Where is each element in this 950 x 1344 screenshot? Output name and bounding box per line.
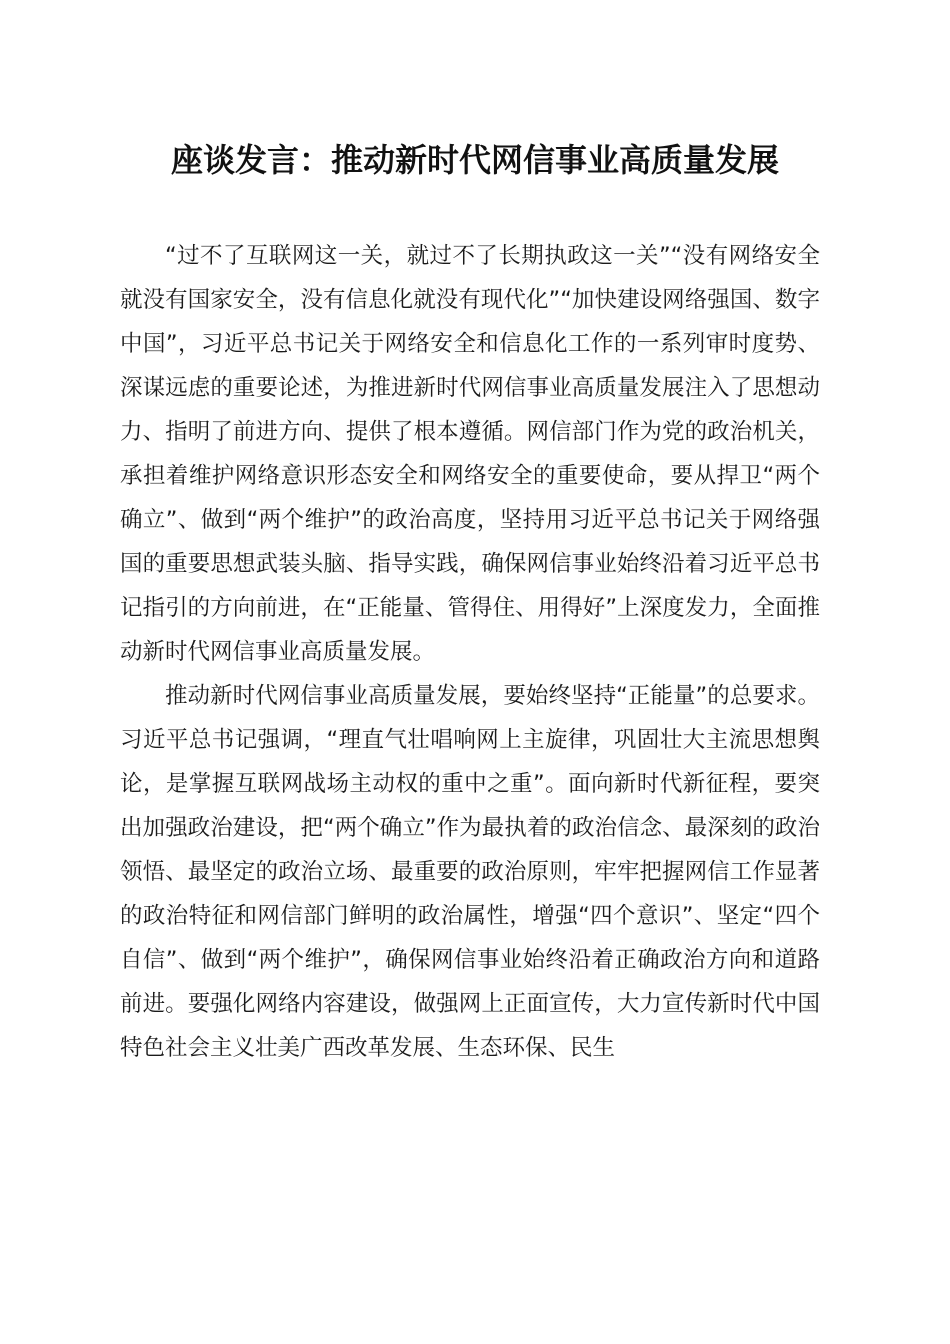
paragraph-2: 推动新时代网信事业高质量发展，要始终坚持“正能量”的总要求。习近平总书记强调，“理直气壮唱响网上主旋律，巩固壮大主流思想舆论，是掌握互联网战场主动权的重中之重”。面向新时代新征程，要突出加强政治建设，把“两个确立”作为最执着的政治信念、最深刻的政治领悟、最坚定的政治立场、最重要的政治原则，牢牢把握网信工作显著的政治特征和网信部门鲜明的政治属性，增强“四个意识”、坚定“四个自信”、做到“两个维护”，确保网信事业始终沿着正确政治方向和道路前进。要强化网络内容建设，做强网上正面宣传，大力宣传新时代中国特色社会主义壮美广西改革发展、生态环保、民生 (120, 683, 820, 1061)
document-title: 座谈发言：推动新时代网信事业高质量发展 (170, 141, 779, 179)
document-body (120, 234, 820, 1070)
paragraph-1: “过不了互联网这一关，就过不了长期执政这一关”“没有网络安全就没有国家安全，没有信息化就没有现代化”“加快建设网络强国、数字中国”，习近平总书记关于网络安全和信息化工作的一系列审时度势、深谋远虑的重要论述，为推进新时代网信事业高质量发展注入了思想动力、指明了前进方向、提供了根本遵循。网信部门作为党的政治机关，承担着维护网络意识形态安全和网络安全的重要使命，要从捍卫“两个确立”、做到“两个维护”的政治高度，坚持用习近平总书记关于网络强国的重要思想武装头脑、指导实践，确保网信事业始终沿着习近平总书记指引的方向前进，在“正能量、管得住、用得好”上深度发力，全面推动新时代网信事业高质量发展。 (120, 243, 820, 665)
